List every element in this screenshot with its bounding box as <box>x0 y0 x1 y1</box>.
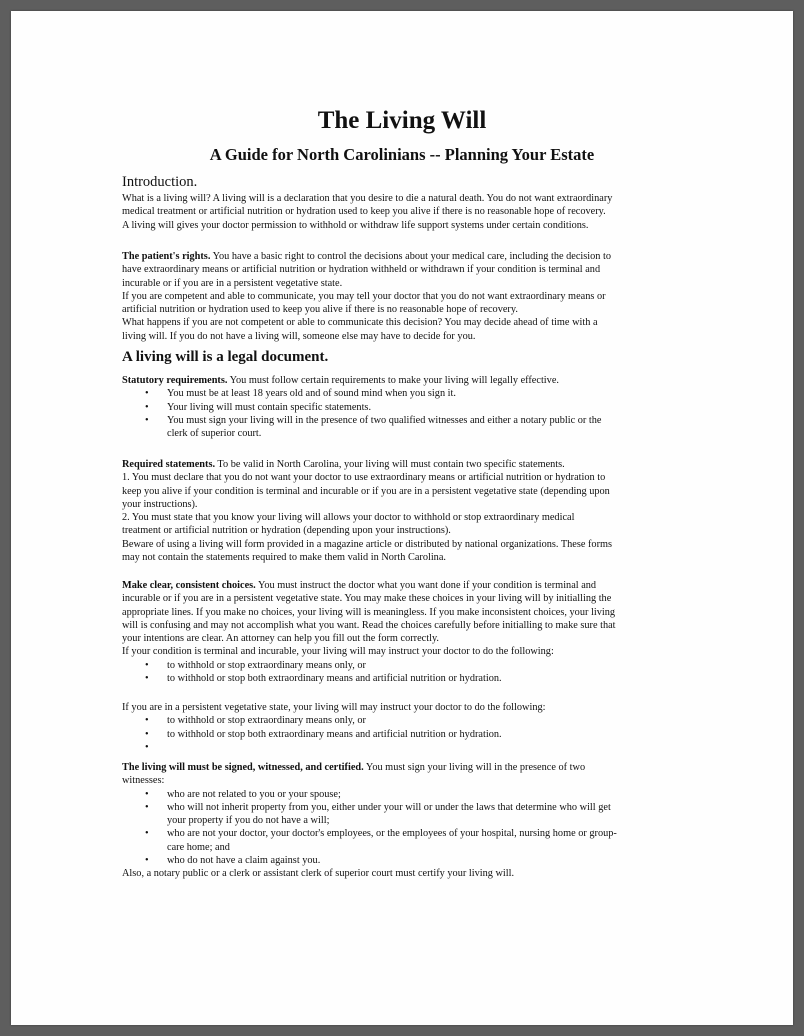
list-item: • who will not inherit property from you, either under your will or under the laws that determine who will get your property if you do not have a will; <box>122 801 694 828</box>
choices-section <box>122 579 694 685</box>
signed-witnessed-label: The living will must be signed, witnessed, and certified. <box>122 762 364 773</box>
document-page <box>11 11 793 1025</box>
text-line: incurable or if you are in a persistent vegetative state. <box>122 277 343 289</box>
list-item: • who do not have a claim against you. <box>122 854 694 867</box>
text-line: What is a living will? A living will is a declaration that you desire to die a natural death. You do not want extraordinary <box>122 193 613 204</box>
text-line: keep you alive if your condition is terminal and incurable or if you are in a persistent vegetative state (depending upon <box>122 485 610 497</box>
list-item: • to withhold or stop both extraordinary means and artificial nutrition or hydration. <box>122 728 694 741</box>
list-item: • to withhold or stop both extraordinary means and artificial nutrition or hydration. <box>122 672 694 685</box>
statutory-label: Statutory requirements. <box>122 375 228 386</box>
text-line: If your condition is terminal and incurable, your living will may instruct your doctor to do the following: <box>122 646 554 658</box>
text-line: may not contain the statements required to make them valid in North Carolina. <box>122 552 446 564</box>
witness-requirements-list <box>122 788 694 868</box>
text-line: your instructions). <box>122 498 198 510</box>
document-subtitle: A Guide for North Carolinians -- Planning Your Estate <box>209 145 595 164</box>
patient-rights-section <box>122 250 694 343</box>
text-line: 1. You must declare that you do not want your doctor to use extraordinary means or artificial nutrition or hydration to <box>122 472 606 484</box>
patient-rights-label: The patient's rights. <box>122 251 211 262</box>
text-line: appropriate lines. If you make no choices, your living will is meaningless. If you make inconsistent choices, your living <box>122 606 615 618</box>
text-line: living will. If you do not have a living will, someone else may have to decide for you. <box>122 330 476 342</box>
list-item: • who are not related to you or your spouse; <box>122 788 694 801</box>
text-line: Also, a notary public or a clerk or assistant clerk of superior court must certify your living will. <box>122 868 515 880</box>
text-line: You have a basic right to control the decisions about your medical care, including the decision to <box>210 251 612 262</box>
document-title: The Living Will <box>317 107 487 134</box>
terminal-choices-list <box>122 659 694 686</box>
list-item: • to withhold or stop extraordinary means only, or <box>122 714 694 727</box>
text-line: artificial nutrition or hydration used to keep you alive if there is no reasonable hope of recovery. <box>122 304 518 316</box>
list-item: • You must sign your living will in the presence of two qualified witnesses and either a notary public or the clerk of superior court. <box>122 414 694 441</box>
list-item: • Your living will must contain specific statements. <box>122 401 694 414</box>
text-line: You must follow certain requirements to make your living will legally effective. <box>227 375 559 386</box>
statutory-section <box>122 374 694 440</box>
text-line: your intentions are clear. An attorney can help you fill out the form correctly. <box>122 633 440 645</box>
text-line: If you are in a persistent vegetative state, your living will may instruct your doctor to do the following: <box>122 702 546 713</box>
choices-label: Make clear, consistent choices. <box>122 580 256 591</box>
list-item: • You must be at least 18 years old and of sound mind when you sign it. <box>122 387 694 400</box>
text-line: You must instruct the doctor what you want done if your condition is terminal and <box>255 580 597 591</box>
text-line: incurable or if you are in a persistent vegetative state. You may make these choices in your living will by initialling the <box>122 593 612 605</box>
text-line: To be valid in North Carolina, your living will must contain two specific statements. <box>215 459 565 470</box>
required-statements-label: Required statements. <box>122 459 216 470</box>
vegetative-choices-list <box>122 714 694 754</box>
text-line: witnesses: <box>122 775 165 787</box>
text-line: If you are competent and able to communicate, you may tell your doctor that you do not want extraordinary means or <box>122 290 606 302</box>
list-item: • who are not your doctor, your doctor's employees, or the employees of your hospital, nursing home or group- care home; and <box>122 827 694 854</box>
text-line: have extraordinary means or artificial nutrition or hydration withheld or withdrawn if your condition is terminal and <box>122 264 601 276</box>
intro-paragraph <box>122 192 694 232</box>
statutory-list <box>122 387 694 440</box>
text-line: treatment or artificial nutrition or hydration (depending upon your instructions). <box>122 525 451 537</box>
list-item <box>122 741 694 754</box>
list-item: • to withhold or stop extraordinary means only, or <box>122 659 694 672</box>
text-line: You must sign your living will in the presence of two <box>363 762 586 773</box>
legal-document-heading: A living will is a legal document. <box>122 349 329 365</box>
text-line: What happens if you are not competent or able to communicate this decision? You may decide ahead of time with a <box>122 317 598 329</box>
intro-heading: Introduction. <box>122 174 198 190</box>
signed-witnessed-section <box>122 761 694 881</box>
text-line: Beware of using a living will form provided in a magazine article or distributed by national organizations. These forms <box>122 538 613 550</box>
required-statements-section <box>122 458 694 564</box>
text-line: medical treatment or artificial nutrition or hydration used to keep you alive if there is no reasonable hope of recovery. <box>122 206 606 218</box>
text-line: will is confusing and may not accomplish what you want. Read the choices carefully before initialling to make sure that <box>122 619 616 631</box>
text-line: A living will gives your doctor permission to withhold or withdraw life support systems under certain conditions. <box>122 219 589 231</box>
text-line: 2. You must state that you know your living will allows your doctor to withhold or stop extraordinary medical <box>122 512 575 524</box>
vegetative-section <box>122 701 694 754</box>
